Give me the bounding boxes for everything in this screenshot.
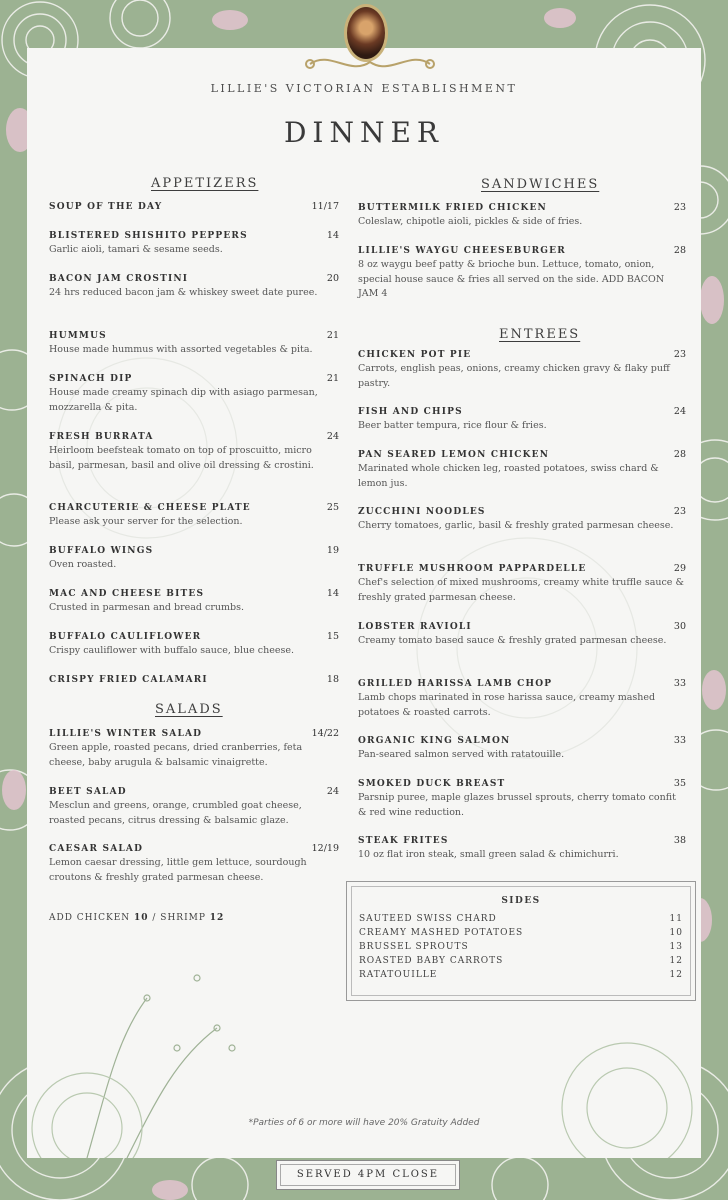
item-name: FRESH BURRATA (49, 432, 154, 442)
item-name: MAC AND CHEESE BITES (49, 589, 205, 599)
item-price: 35 (673, 778, 686, 789)
side-price: 12 (669, 970, 683, 980)
section-heading-appetizers: APPETIZERS (151, 176, 259, 191)
entrees-menu-item (358, 778, 686, 820)
item-name: BEET SALAD (49, 787, 127, 797)
item-description: House made creamy spinach dip with asiago parmesan, mozzarella & pita. (49, 387, 318, 413)
item-price: 23 (673, 506, 686, 517)
section-heading-sandwiches: SANDWICHES (481, 177, 600, 192)
item-name: LILLIE'S WINTER SALAD (49, 729, 203, 739)
item-name: CAESAR SALAD (49, 844, 144, 854)
item-price: 24 (326, 786, 339, 797)
entrees-menu-item (358, 506, 686, 534)
item-price: 23 (673, 349, 686, 360)
item-price: 15 (326, 631, 339, 642)
appetizers-menu-item (49, 502, 339, 530)
item-price: 20 (326, 273, 339, 284)
appetizers-menu-item (49, 431, 339, 473)
item-name: SPINACH DIP (49, 374, 133, 384)
item-description: Green apple, roasted pecans, dried cranberries, feta cheese, baby arugula & balsamic vinaigrette. (49, 742, 303, 768)
item-name: BACON JAM CROSTINI (49, 274, 189, 284)
item-price: 21 (326, 330, 339, 341)
side-name: CREAMY MASHED POTATOES (359, 928, 524, 938)
entrees-menu-item (358, 449, 686, 491)
item-name: CHICKEN POT PIE (358, 350, 472, 360)
item-name: PAN SEARED LEMON CHICKEN (358, 450, 550, 460)
side-price: 11 (669, 914, 683, 924)
side-price: 13 (669, 942, 683, 952)
item-description: Creamy tomato based sauce & freshly grated parmesan cheese. (358, 635, 667, 646)
item-name: BUFFALO WINGS (49, 546, 154, 556)
item-description: Carrots, english peas, onions, creamy chicken gravy & flaky puff pastry. (358, 363, 670, 389)
item-name: SOUP OF THE DAY (49, 202, 163, 212)
item-description: Chef's selection of mixed mushrooms, creamy white truffle sauce & freshly grated parmesan cheese. (358, 577, 684, 603)
item-name: BUFFALO CAULIFLOWER (49, 632, 202, 642)
section-heading-entrees: ENTREES (499, 327, 581, 342)
side-name: ROASTED BABY CARROTS (359, 956, 504, 966)
scroll-ornament (300, 50, 440, 76)
item-name: LILLIE'S WAYGU CHEESEBURGER (358, 246, 566, 256)
item-price: 23 (673, 202, 686, 213)
salad-addon-line: ADD CHICKEN 10 / SHRIMP 12 (49, 913, 225, 923)
establishment-name: LILLIE'S VICTORIAN ESTABLISHMENT (210, 82, 518, 95)
side-name: SAUTEED SWISS CHARD (359, 914, 497, 924)
appetizers-menu-item (49, 631, 339, 659)
item-price: 29 (673, 563, 686, 574)
item-price: 38 (673, 835, 686, 846)
item-description: Pan-seared salmon served with ratatouille. (358, 749, 565, 760)
appetizers-menu-item (49, 373, 339, 415)
item-name: STEAK FRITES (358, 836, 449, 846)
item-price: 30 (673, 621, 686, 632)
item-name: FISH AND CHIPS (358, 407, 463, 417)
item-price: 25 (326, 502, 339, 513)
appetizers-menu-item (49, 588, 339, 616)
item-price: 12/19 (311, 843, 339, 854)
item-price: 19 (326, 545, 339, 556)
item-name: ZUCCHINI NOODLES (358, 507, 486, 517)
item-price: 33 (673, 735, 686, 746)
menu-title: DINNER (283, 116, 445, 149)
item-name: BLISTERED SHISHITO PEPPERS (49, 231, 248, 241)
item-price: 14 (326, 230, 339, 241)
item-description: Please ask your server for the selection. (49, 516, 243, 527)
item-description: Lamb chops marinated in rose harissa sauce, creamy mashed potatoes & roasted carrots. (358, 692, 656, 718)
side-item (359, 928, 683, 938)
item-price: 21 (326, 373, 339, 384)
item-price: 18 (326, 674, 339, 685)
item-price: 14 (326, 588, 339, 599)
item-name: HUMMUS (49, 331, 107, 341)
item-description: Mesclun and greens, orange, crumbled goat cheese, roasted pecans, citrus dressing & balsamic glaze. (49, 800, 302, 826)
item-description: Garlic aioli, tamari & sesame seeds. (49, 244, 223, 255)
item-price: 14/22 (311, 728, 339, 739)
item-name: SMOKED DUCK BREAST (358, 779, 506, 789)
appetizers-menu-item (49, 273, 339, 301)
item-price: 28 (673, 245, 686, 256)
appetizers-menu-item (49, 330, 339, 358)
entrees-menu-item (358, 678, 686, 720)
side-item (359, 956, 683, 966)
item-description: Crispy cauliflower with buffalo sauce, blue cheese. (49, 645, 294, 656)
item-description: 24 hrs reduced bacon jam & whiskey sweet date puree. (49, 287, 318, 298)
item-description: Oven roasted. (49, 559, 117, 570)
salads-menu-item (49, 843, 339, 885)
item-price: 24 (673, 406, 686, 417)
item-name: CHARCUTERIE & CHEESE PLATE (49, 503, 251, 513)
item-description: Heirloom beefsteak tomato on top of proscuitto, micro basil, parmesan, basil and olive oil dressing & crostini. (49, 445, 314, 471)
item-name: ORGANIC KING SALMON (358, 736, 511, 746)
appetizers-menu-item (49, 545, 339, 573)
item-description: House made hummus with assorted vegetables & pita. (49, 344, 313, 355)
item-description: Lemon caesar dressing, little gem lettuce, sourdough croutons & freshly grated parmesan cheese. (49, 857, 307, 883)
entrees-menu-item (358, 406, 686, 434)
item-price: 33 (673, 678, 686, 689)
item-name: TRUFFLE MUSHROOM PAPPARDELLE (358, 564, 587, 574)
item-description: Cherry tomatoes, garlic, basil & freshly grated parmesan cheese. (358, 520, 674, 531)
entrees-menu-item (358, 621, 686, 649)
item-price: 11/17 (311, 201, 339, 212)
item-price: 24 (326, 431, 339, 442)
side-item (359, 914, 683, 924)
gratuity-note: *Parties of 6 or more will have 20% Gratuity Added (248, 1118, 480, 1128)
side-price: 10 (669, 928, 683, 938)
side-price: 12 (669, 956, 683, 966)
item-name: GRILLED HARISSA LAMB CHOP (358, 679, 553, 689)
entrees-menu-item (358, 563, 686, 605)
section-heading-salads: SALADS (155, 702, 223, 717)
salads-menu-item (49, 728, 339, 770)
side-item (359, 970, 683, 980)
served-hours-badge: SERVED 4PM CLOSE (276, 1160, 460, 1190)
item-description: 8 oz waygu beef patty & brioche bun. Lettuce, tomato, onion, special house sauce & fries all served on the side. ADD BACON JAM 4 (358, 259, 665, 299)
item-description: Coleslaw, chipotle aioli, pickles & side of fries. (358, 216, 583, 227)
appetizers-menu-item (49, 230, 339, 258)
item-name: CRISPY FRIED CALAMARI (49, 675, 208, 685)
sandwiches-menu-item (358, 245, 686, 302)
entrees-menu-item (358, 835, 686, 863)
appetizers-menu-item (49, 201, 339, 214)
item-price: 28 (673, 449, 686, 460)
sides-title: SIDES (501, 896, 541, 906)
side-item (359, 942, 683, 952)
item-description: Parsnip puree, maple glazes brussel sprouts, cherry tomato confit & red wine reduction. (358, 792, 676, 818)
sandwiches-menu-item (358, 202, 686, 230)
item-description: Marinated whole chicken leg, roasted potatoes, swiss chard & lemon jus. (358, 463, 659, 489)
side-name: BRUSSEL SPROUTS (359, 942, 469, 952)
item-description: 10 oz flat iron steak, small green salad & chimichurri. (358, 849, 619, 860)
salads-menu-item (49, 786, 339, 828)
item-description: Beer batter tempura, rice flour & fries. (358, 420, 547, 431)
side-name: RATATOUILLE (359, 970, 438, 980)
item-description: Crusted in parmesan and bread crumbs. (49, 602, 244, 613)
entrees-menu-item (358, 735, 686, 763)
item-name: LOBSTER RAVIOLI (358, 622, 472, 632)
appetizers-menu-item (49, 674, 339, 687)
item-name: BUTTERMILK FRIED CHICKEN (358, 203, 547, 213)
entrees-menu-item (358, 349, 686, 391)
sides-box (346, 881, 696, 1001)
